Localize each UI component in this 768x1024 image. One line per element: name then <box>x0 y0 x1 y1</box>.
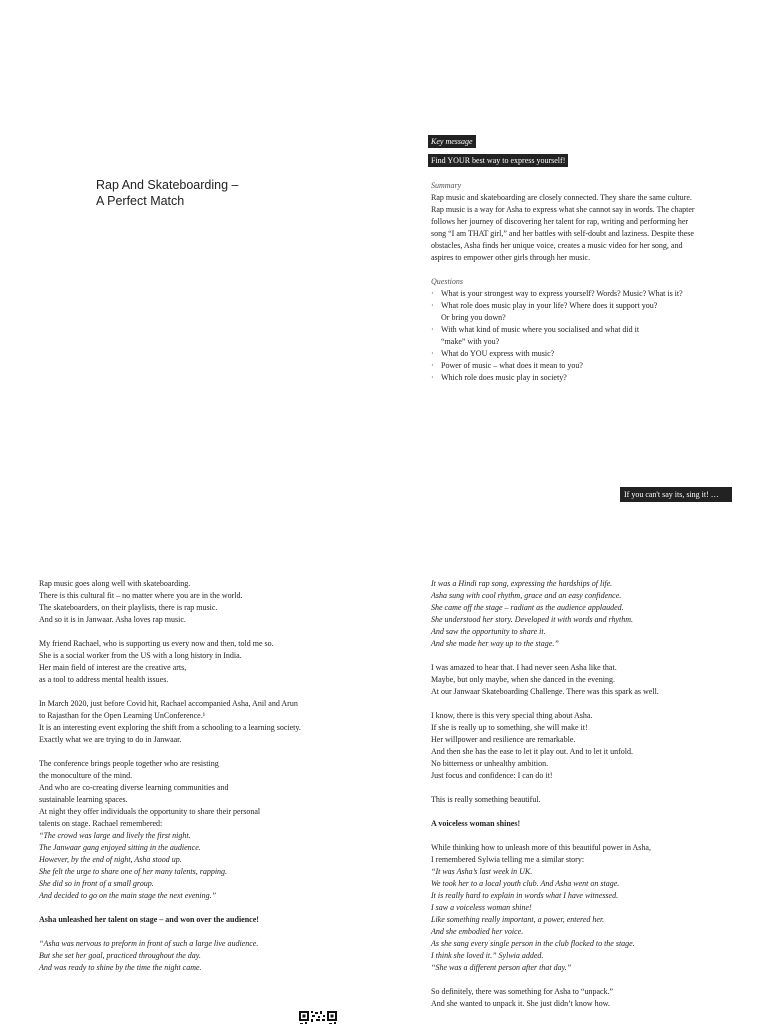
summary-text <box>431 192 731 264</box>
paragraph <box>39 698 349 746</box>
section-heading: Asha unleashed her talent on stage – and won over the audience! <box>39 915 259 924</box>
summary-block <box>431 180 731 264</box>
paragraph <box>431 794 741 806</box>
quote-line: And was ready to shine by the time the night came. <box>39 963 202 972</box>
text-line: If she is really up to something, she will make it! <box>431 723 588 732</box>
text-line: The conference brings people together who are resisting <box>39 759 219 768</box>
question-line: · What is your strongest way to express yourself? Words? Music? What is it? <box>441 289 683 298</box>
text-line: I know, there is this very special thing about Asha. <box>431 711 593 720</box>
quote-line: “She was a different person after that day.” <box>431 963 572 972</box>
quote-line: The Janwaar gang enjoyed sitting in the audience. <box>39 843 201 852</box>
chapter-title-line-2: A Perfect Match <box>96 194 185 208</box>
quote-line: We took her to a local youth club. And Asha went on stage. <box>431 879 620 888</box>
right-text-column <box>431 578 741 1022</box>
text-line: Rap music goes along well with skateboarding. <box>39 579 191 588</box>
sing-tag-text: If you can't say its, sing it! … <box>620 487 732 502</box>
quote-line: However, by the end of night, Asha stood up. <box>39 855 182 864</box>
text-line: It is an interesting event exploring the shift from a schooling to a learning society. <box>39 723 301 732</box>
text-line: as a tool to address mental health issues. <box>39 675 169 684</box>
text-line: In March 2020, just before Covid hit, Rachael accompanied Asha, Anil and Arun <box>39 699 298 708</box>
questions-label: Questions <box>431 277 463 286</box>
quote-line: But she set her goal, practiced throughout the day. <box>39 951 201 960</box>
key-message-block <box>428 131 568 168</box>
sing-tag <box>620 484 732 502</box>
text-line: the monoculture of the mind. <box>39 771 133 780</box>
paragraph <box>431 710 741 782</box>
quote-line: I think she loved it.” Sylwia added. <box>431 951 544 960</box>
text-line: At our Janwaar Skateboarding Challenge. There was this spark as well. <box>431 687 659 696</box>
chapter-title <box>96 177 326 209</box>
paragraph <box>39 938 349 974</box>
text-line: And then she has the ease to let it play out. And to let it unfold. <box>431 747 633 756</box>
text-line: Maybe, but only maybe, when she danced in the evening. <box>431 675 615 684</box>
text-line: There is this cultural fit – no matter where you are in the world. <box>39 591 243 600</box>
text-line: Her willpower and resilience are remarkable. <box>431 735 576 744</box>
key-message-label: Key message <box>428 135 476 148</box>
question-line: · Power of music – what does it mean to you? <box>441 361 583 370</box>
text-line: So definitely, there was something for Asha to “unpack.” <box>431 987 614 996</box>
paragraph <box>39 758 349 902</box>
questions-list <box>431 288 731 384</box>
quote-line: It was a Hindi rap song, expressing the hardships of life. <box>431 579 613 588</box>
question-item <box>431 300 731 324</box>
quote-line: She did so in front of a small group. <box>39 879 154 888</box>
quote-line: She came off the stage – radiant as the audience applauded. <box>431 603 624 612</box>
question-item <box>431 372 731 384</box>
question-line: Or bring you down? <box>441 313 506 322</box>
quote-line: As she sang every single person in the club flocked to the stage. <box>431 939 635 948</box>
question-item <box>431 360 731 372</box>
paragraph <box>431 578 741 650</box>
text-line: This is really something beautiful. <box>431 795 541 804</box>
text-line: No bitterness or unhealthy ambition. <box>431 759 549 768</box>
summary-label: Summary <box>431 181 462 190</box>
left-text-column <box>39 578 349 986</box>
paragraph <box>431 842 741 974</box>
text-line: I was amazed to hear that. I had never seen Asha like that. <box>431 663 617 672</box>
text-line: sustainable learning spaces. <box>39 795 128 804</box>
text-line: The skateboarders, on their playlists, there is rap music. <box>39 603 218 612</box>
question-line: · Which role does music play in society? <box>441 373 567 382</box>
quote-line: I saw a voiceless woman shine! <box>431 903 532 912</box>
text-line: She is a social worker from the US with a long history in India. <box>39 651 242 660</box>
quote-line: She felt the urge to share one of her many talents, rapping. <box>39 867 228 876</box>
quote-line: Like something really important, a power, entered her. <box>431 915 605 924</box>
key-message-text: Find YOUR best way to express yourself! <box>428 154 568 167</box>
chapter-title-line-1: Rap And Skateboarding – <box>96 178 239 192</box>
paragraph <box>39 578 349 626</box>
text-line: At night they offer individuals the opportunity to share their personal <box>39 807 261 816</box>
text-line: Exactly what we are trying to do in Janwaar. <box>39 735 182 744</box>
summary-line: follows her journey of discovering her talent for rap, writing and performing her <box>431 217 689 226</box>
text-line: While thinking how to unleash more of this beautiful power in Asha, <box>431 843 651 852</box>
text-line: Her main field of interest are the creative arts, <box>39 663 187 672</box>
text-line: And who are co-creating diverse learning communities and <box>39 783 229 792</box>
quote-line: Asha sung with cool rhythm, grace and an easy confidence. <box>431 591 622 600</box>
quote-line: It is really hard to explain in words what I have witnessed. <box>431 891 619 900</box>
qr-code-icon <box>298 1010 338 1024</box>
quote-line: She understood her story. Developed it with words and rhythm. <box>431 615 633 624</box>
quote-line: And she embodied her voice. <box>431 927 524 936</box>
summary-line: Rap music and skateboarding are closely connected. They share the same culture. <box>431 193 692 202</box>
summary-line: Rap music is a way for Asha to express what she cannot say in words. The chapter <box>431 205 695 214</box>
paragraph <box>431 986 741 1010</box>
text-line: Just focus and confidence: I can do it! <box>431 771 553 780</box>
qr-code <box>298 1010 338 1024</box>
text-line: I remembered Sylwia telling me a similar story: <box>431 855 585 864</box>
section-heading: A voiceless woman shines! <box>431 819 521 828</box>
questions-block <box>431 276 731 384</box>
question-line: · With what kind of music where you socialised and what did it <box>441 325 640 334</box>
question-item <box>431 348 731 360</box>
quote-line: “Asha was nervous to preform in front of such a large live audience. <box>39 939 259 948</box>
text-line: to Rajasthan for the Open Learning UnConference.¹ <box>39 711 206 720</box>
quote-line: And decided to go on the main stage the next evening.” <box>39 891 217 900</box>
question-item <box>431 288 731 300</box>
paragraph <box>39 638 349 686</box>
quote-line: And saw the opportunity to share it. <box>431 627 546 636</box>
text-line: My friend Rachael, who is supporting us every now and then, told me so. <box>39 639 274 648</box>
question-line: · What role does music play in your life? Where does it support you? <box>441 301 658 310</box>
text-line: And she wanted to unpack it. She just didn’t know how. <box>431 999 610 1008</box>
summary-line: song “I am THAT girl,” and her battles with self-doubt and laziness. Despite these <box>431 229 694 238</box>
question-line: · What do YOU express with music? <box>441 349 555 358</box>
quote-line: And she made her way up to the stage.” <box>431 639 559 648</box>
paragraph <box>431 662 741 698</box>
summary-line: obstacles, Asha finds her unique voice, creates a music video for her song, and <box>431 241 683 250</box>
question-item <box>431 324 731 348</box>
question-line: “make” with you? <box>441 337 500 346</box>
quote-line: “It was Asha’s last week in UK. <box>431 867 533 876</box>
summary-line: aspires to empower other girls through her music. <box>431 253 591 262</box>
text-line: talents on stage. Rachael remembered: <box>39 819 163 828</box>
quote-line: “The crowd was large and lively the first night. <box>39 831 191 840</box>
text-line: And so it is in Janwaar. Asha loves rap music. <box>39 615 186 624</box>
